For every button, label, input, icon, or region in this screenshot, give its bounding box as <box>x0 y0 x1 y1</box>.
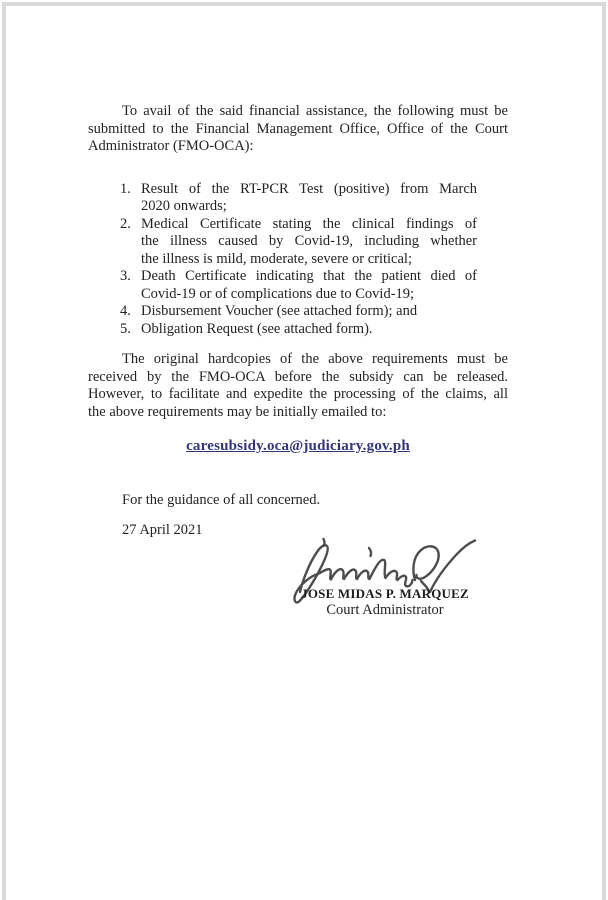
text-line: The original hardcopies of the above requirements must be <box>122 351 508 367</box>
text-line: the above requirements may be initially emailed to: <box>88 403 387 420</box>
closing-line: For the guidance of all concerned. <box>122 491 321 508</box>
hardcopy-paragraph <box>88 351 508 421</box>
requirements-list <box>120 181 477 339</box>
letter-body <box>88 103 508 540</box>
text-line: Disbursement Voucher (see attached form); and <box>141 303 418 319</box>
text-line: Obligation Request (see attached form). <box>141 320 373 337</box>
list-item <box>120 181 477 216</box>
page-edge-top <box>2 2 606 6</box>
signatory-name: JOSE MIDAS P. MARQUEZ <box>301 586 469 601</box>
list-item-number: 5. <box>120 320 131 337</box>
text-line: Death Certificate indicating that the patient died of <box>141 268 477 284</box>
list-item-text <box>141 216 477 269</box>
email-row <box>88 438 508 456</box>
text-line: Result of the RT-PCR Test (positive) from March <box>141 180 477 197</box>
text-line: Administrator (FMO-OCA): <box>88 138 254 154</box>
text-line: submitted to the Financial Management Office, Office of the Court <box>88 120 508 137</box>
list-item <box>120 321 477 339</box>
intro-paragraph <box>88 103 508 156</box>
text-line: 2020 onwards; <box>141 198 227 214</box>
text-line: the illness is mild, moderate, severe or critical; <box>141 250 412 267</box>
list-item-text <box>141 303 477 321</box>
list-item <box>120 303 477 321</box>
text-line: received by the FMO-OCA before the subsidy can be released. <box>88 368 508 385</box>
list-item-text <box>141 181 477 216</box>
list-item-number: 1. <box>120 180 131 197</box>
text-line: Covid-19 or of complications due to Covid-19; <box>141 285 415 302</box>
text-line: Medical Certificate stating the clinical findings of <box>141 215 477 232</box>
page-edge-right <box>602 2 606 900</box>
text-line: To avail of the said financial assistance, the following must be <box>122 103 508 119</box>
list-item-number: 2. <box>120 215 131 232</box>
list-item-text <box>141 268 477 303</box>
text-line: However, to facilitate and expedite the processing of the claims, all <box>88 386 508 402</box>
list-item <box>120 216 477 269</box>
list-item-number: 4. <box>120 303 131 319</box>
list-item <box>120 268 477 303</box>
text-line: the illness caused by Covid-19, including whether <box>141 233 477 249</box>
signatory-title: Court Administrator <box>326 602 444 618</box>
list-item-text <box>141 321 477 339</box>
page-edge-left <box>2 2 6 900</box>
email-link[interactable]: caresubsidy.oca@judiciary.gov.ph <box>186 438 410 454</box>
date-line: 27 April 2021 <box>122 522 203 538</box>
list-item-number: 3. <box>120 268 131 284</box>
